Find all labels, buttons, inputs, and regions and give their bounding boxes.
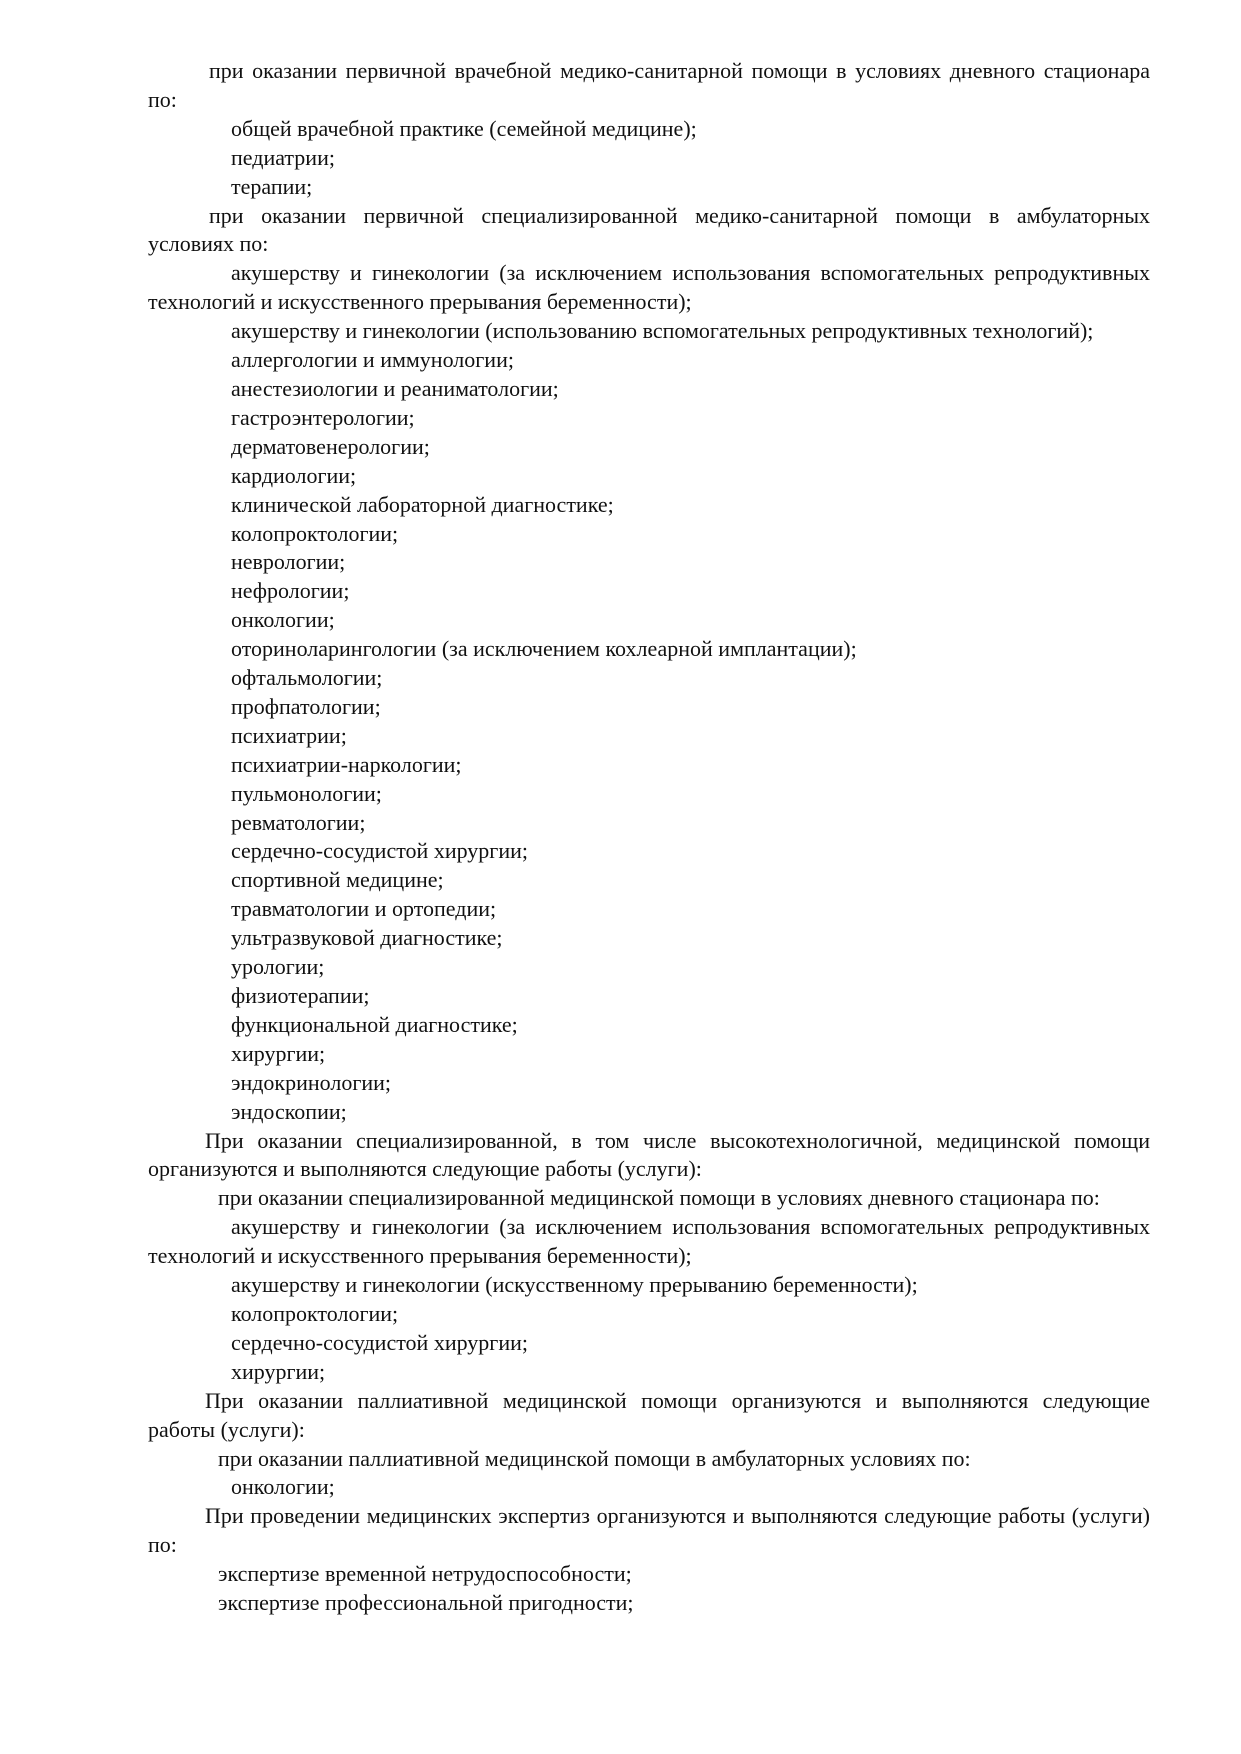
- list-item: хирургии;: [231, 1358, 326, 1384]
- list-item: кардиологии;: [231, 462, 357, 488]
- paragraph: при оказании первичной специализированной медико-санитарной помощи в амбулаторных условиях по:: [148, 202, 1150, 257]
- list-item: клинической лабораторной диагностике;: [231, 491, 614, 517]
- list-item: профпатологии;: [231, 693, 381, 719]
- list-item: акушерству и гинекологии (искусственному прерыванию беременности);: [231, 1272, 918, 1298]
- list-item: урологии;: [231, 954, 325, 980]
- paragraph: При оказании специализированной, в том числе высокотехнологичной, медицинской помощи организуются и выполняются следующие работы (услуги):: [148, 1127, 1150, 1182]
- list-item: психиатрии-наркологии;: [231, 751, 462, 777]
- list-item: ревматологии;: [231, 809, 366, 835]
- paragraph: при оказании специализированной медицинской помощи в условиях дневного стационара по:: [218, 1185, 1100, 1211]
- document-body: [148, 57, 1150, 1618]
- list-item: оториноларингологии (за исключением кохлеарной имплантации);: [231, 636, 857, 662]
- list-item: акушерству и гинекологии (использованию вспомогательных репродуктивных технологий);: [231, 318, 1094, 344]
- list-item: сердечно-сосудистой хирургии;: [231, 1329, 528, 1355]
- list-item: дерматовенерологии;: [231, 433, 430, 459]
- list-item: пульмонологии;: [231, 780, 382, 806]
- list-item: колопроктологии;: [231, 520, 399, 546]
- list-item: ультразвуковой диагностике;: [231, 925, 503, 951]
- list-item: общей врачебной практике (семейной медицине);: [231, 115, 697, 141]
- list-item: онкологии;: [231, 1474, 335, 1500]
- paragraph: При оказании паллиативной медицинской помощи организуются и выполняются следующие работы (услуги):: [148, 1387, 1150, 1442]
- paragraph: При проведении медицинских экспертиз организуются и выполняются следующие работы (услуги) по:: [148, 1503, 1150, 1558]
- list-item: неврологии;: [231, 549, 346, 575]
- list-item: аллергологии и иммунологии;: [231, 347, 514, 373]
- list-item: травматологии и ортопедии;: [231, 896, 497, 922]
- list-item: функциональной диагностике;: [231, 1011, 518, 1037]
- list-item: экспертизе временной нетрудоспособности;: [218, 1561, 632, 1587]
- list-item: сердечно-сосудистой хирургии;: [231, 838, 528, 864]
- list-item: эндоскопии;: [231, 1098, 347, 1124]
- list-item: терапии;: [231, 173, 313, 199]
- list-item: спортивной медицине;: [231, 867, 444, 893]
- list-item: гастроэнтерологии;: [231, 404, 415, 430]
- list-item: физиотерапии;: [231, 983, 370, 1008]
- paragraph: при оказании паллиативной медицинской помощи в амбулаторных условиях по:: [218, 1445, 971, 1471]
- list-item: эндокринологии;: [231, 1069, 392, 1095]
- paragraph: при оказании первичной врачебной медико-санитарной помощи в условиях дневного стационара по:: [148, 58, 1150, 112]
- list-item: нефрологии;: [231, 578, 350, 604]
- list-item: анестезиологии и реаниматологии;: [231, 375, 559, 401]
- list-item: колопроктологии;: [231, 1300, 399, 1326]
- list-item: педиатрии;: [231, 144, 335, 170]
- list-item: акушерству и гинекологии (за исключением использования вспомогательных репродуктивных технологий и искусственного прерывания беременности);: [148, 1214, 1150, 1269]
- list-item: хирургии;: [231, 1040, 326, 1066]
- list-item: акушерству и гинекологии (за исключением использования вспомогательных репродуктивных технологий и искусственного прерывания беременности);: [148, 260, 1150, 315]
- list-item: экспертизе профессиональной пригодности;: [218, 1590, 634, 1616]
- list-item: офтальмологии;: [231, 665, 383, 691]
- list-item: онкологии;: [231, 607, 335, 633]
- list-item: психиатрии;: [231, 722, 347, 748]
